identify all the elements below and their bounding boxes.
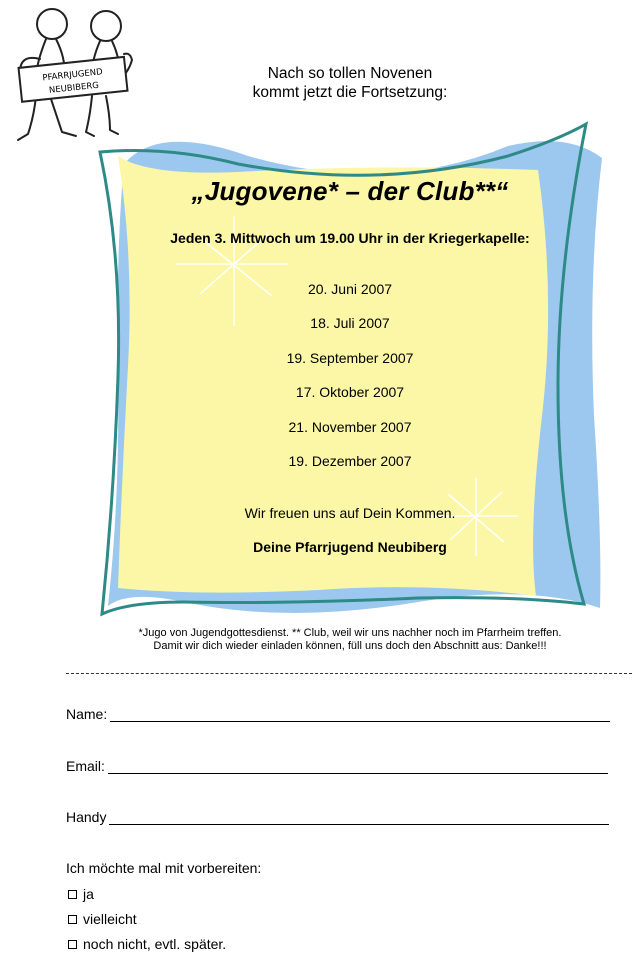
footnote-line1: *Jugo von Jugendgottesdienst. ** Club, weil wir uns nachher noch im Pfarrheim treffen. — [138, 627, 562, 639]
date-item: 21. November 2007 — [288, 418, 412, 435]
cut-line — [66, 673, 632, 674]
question-text: Ich möchte mal mit vorbereiten: — [66, 860, 262, 876]
email-field — [66, 758, 608, 774]
checkbox-icon[interactable] — [68, 940, 77, 949]
signoff-text: Deine Pfarrjugend Neubiberg — [253, 539, 447, 555]
email-label: Email: — [66, 758, 105, 774]
date-list — [200, 279, 500, 485]
welcome-text: Wir freuen uns auf Dein Kommen. — [244, 505, 456, 521]
option-label: ja — [83, 886, 94, 902]
option-noch-nicht[interactable] — [66, 936, 226, 952]
date-item: 19. Dezember 2007 — [288, 452, 412, 469]
option-ja[interactable] — [66, 886, 94, 902]
name-input-line[interactable] — [110, 707, 610, 722]
date-item: 20. Juni 2007 — [307, 281, 393, 297]
intro-text — [200, 64, 500, 102]
date-item: 19. September 2007 — [286, 349, 414, 366]
option-label: noch nicht, evtl. später. — [83, 936, 227, 952]
checkbox-icon[interactable] — [68, 890, 77, 899]
name-label: Name: — [66, 706, 108, 722]
handy-field — [66, 809, 609, 825]
option-vielleicht[interactable] — [66, 911, 137, 927]
flyer-subtitle: Jeden 3. Mittwoch um 19.00 Uhr in der Kriegerkapelle: — [170, 230, 530, 246]
footnote-line2: Damit wir dich wieder einladen können, füll uns doch den Abschnitt aus: Danke!!! — [153, 640, 547, 652]
intro-line1: Nach so tollen Novenen — [267, 65, 433, 82]
name-field — [66, 706, 610, 722]
intro-line2: kommt jetzt die Fortsetzung: — [252, 84, 448, 101]
date-item: 18. Juli 2007 — [310, 315, 390, 332]
email-input-line[interactable] — [108, 759, 608, 774]
logo-text-line1: PFARRJUGEND — [42, 67, 104, 84]
handy-input-line[interactable] — [109, 810, 609, 825]
logo-text-line2: NEUBIBERG — [48, 80, 100, 96]
option-label: vielleicht — [83, 911, 137, 927]
flyer-title: „Jugovene* – der Club**“ — [191, 176, 509, 206]
date-item: 17. Oktober 2007 — [295, 384, 405, 401]
handy-label: Handy — [66, 809, 107, 825]
checkbox-icon[interactable] — [68, 915, 77, 924]
